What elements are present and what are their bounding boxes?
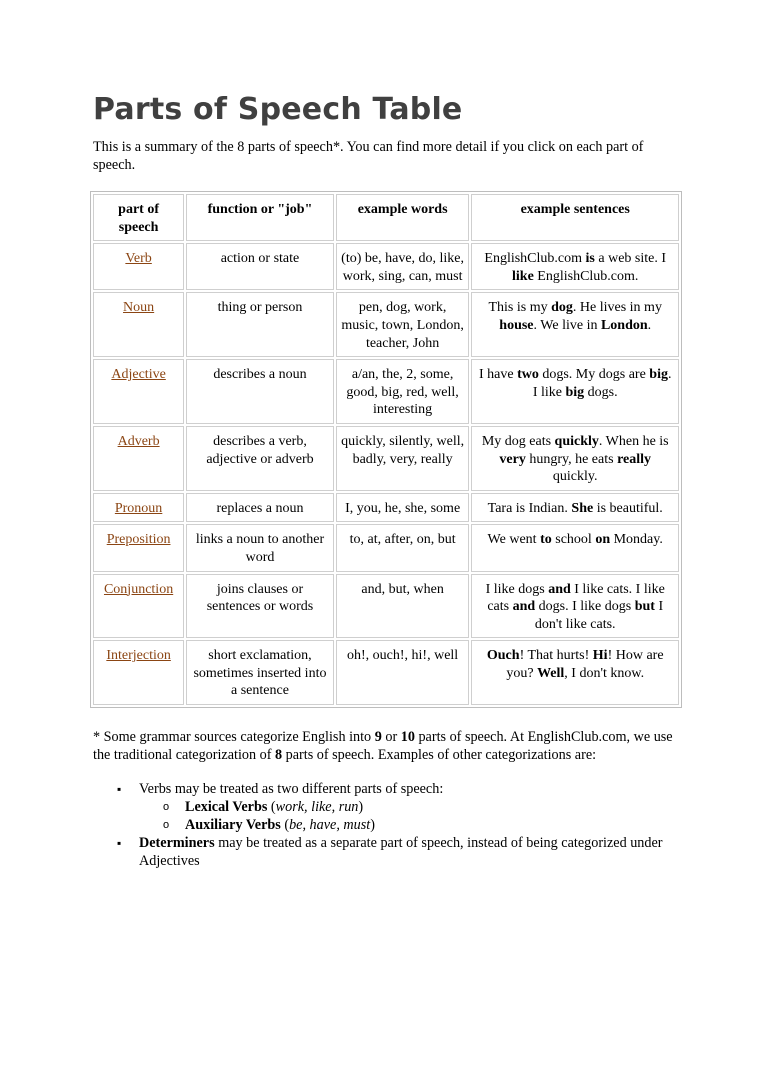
header-function: function or "job" bbox=[186, 194, 334, 241]
footnote-fragment: 9 bbox=[374, 729, 382, 746]
part-cell bbox=[93, 574, 184, 639]
sentence-fragment: a web site. I bbox=[594, 251, 667, 267]
list-item-fragment: may be treated as a separate part of speech, instead of being categorized under Adjectives bbox=[139, 835, 663, 870]
sentence-fragment: dogs. My dogs are bbox=[538, 367, 650, 383]
part-cell bbox=[93, 640, 184, 705]
sentence-fragment: EnglishClub.com bbox=[484, 251, 586, 267]
example-words-cell: quickly, silently, well, badly, very, really bbox=[336, 426, 470, 491]
sentence-fragment: to bbox=[540, 532, 552, 548]
example-sentence-cell bbox=[471, 493, 679, 523]
sentence-fragment: ! How are you? bbox=[506, 648, 664, 681]
sentence-fragment: . bbox=[647, 317, 652, 333]
sub-list-item bbox=[185, 798, 683, 816]
sentence-fragment: London bbox=[600, 317, 648, 333]
footnote-fragment: 10 bbox=[400, 729, 415, 746]
sentence-fragment: is beautiful. bbox=[593, 500, 663, 516]
intro-paragraph: This is a summary of the 8 parts of speech*. You can find more detail if you click on each part of speech. bbox=[93, 139, 644, 173]
sentence-fragment: two bbox=[517, 367, 539, 383]
sentence-fragment: I like dogs bbox=[485, 581, 549, 597]
sub-list-item bbox=[185, 816, 683, 834]
categorization-list bbox=[93, 780, 683, 870]
part-cell bbox=[93, 426, 184, 491]
table-header-row bbox=[93, 194, 679, 241]
part-of-speech-link-noun[interactable]: Noun bbox=[123, 300, 155, 316]
function-cell: joins clauses or sentences or words bbox=[186, 574, 334, 639]
sub-list-fragment: ) bbox=[358, 799, 364, 816]
sentence-fragment: like bbox=[512, 268, 534, 284]
sentence-fragment: I have bbox=[478, 367, 518, 383]
table-row bbox=[93, 524, 679, 571]
example-words-cell: I, you, he, she, some bbox=[336, 493, 470, 523]
sentence-fragment: My dog eats bbox=[481, 433, 555, 449]
sentence-fragment: Well bbox=[537, 665, 565, 681]
table-row bbox=[93, 574, 679, 639]
sub-list-fragment: ( bbox=[267, 799, 276, 816]
part-of-speech-link-pronoun[interactable]: Pronoun bbox=[114, 500, 163, 516]
sentence-fragment: I like cats. I like cats bbox=[487, 581, 665, 615]
example-words-cell: (to) be, have, do, like, work, sing, can, must bbox=[336, 243, 470, 290]
header-example-sentences: example sentences bbox=[471, 194, 679, 241]
sentence-fragment: Ouch bbox=[486, 648, 520, 664]
example-words-cell: and, but, when bbox=[336, 574, 470, 639]
sentence-fragment: dog bbox=[551, 300, 573, 316]
sentence-fragment: She bbox=[571, 500, 594, 516]
header-example-words: example words bbox=[336, 194, 470, 241]
example-sentence-cell bbox=[471, 426, 679, 491]
sentence-fragment: ! That hurts! bbox=[519, 648, 593, 664]
table-row bbox=[93, 292, 679, 357]
part-of-speech-link-preposition[interactable]: Preposition bbox=[106, 532, 171, 548]
sentence-fragment: EnglishClub.com. bbox=[533, 268, 639, 284]
function-cell: describes a noun bbox=[186, 359, 334, 424]
footnote-fragment: parts of speech. At EnglishClub.com, we use the traditional categorization of bbox=[93, 729, 673, 764]
list-item bbox=[139, 834, 683, 870]
part-of-speech-link-adverb[interactable]: Adverb bbox=[117, 433, 160, 449]
part-of-speech-link-adjective[interactable]: Adjective bbox=[111, 367, 166, 383]
sentence-fragment: is bbox=[585, 251, 595, 267]
sentence-fragment: and bbox=[548, 581, 571, 597]
sentence-fragment: I don't like cats. bbox=[534, 599, 664, 632]
list-item-fragment: Determiners bbox=[139, 835, 215, 852]
sentence-fragment: Hi bbox=[592, 648, 608, 664]
table-row bbox=[93, 359, 679, 424]
sentence-fragment: and bbox=[512, 599, 536, 615]
sentence-fragment: quickly. bbox=[552, 469, 598, 485]
sentence-fragment: We went bbox=[487, 532, 541, 548]
list-item bbox=[139, 780, 683, 834]
example-sentence-cell bbox=[471, 359, 679, 424]
table-body bbox=[93, 243, 679, 705]
sentence-fragment: . I like bbox=[532, 367, 672, 400]
sentence-fragment: on bbox=[595, 532, 611, 548]
footnote-fragment: 8 bbox=[275, 747, 283, 764]
example-sentence-cell bbox=[471, 243, 679, 290]
function-cell: describes a verb, adjective or adverb bbox=[186, 426, 334, 491]
sub-list-fragment: be, have, must bbox=[289, 817, 371, 834]
sentence-fragment: house bbox=[499, 317, 534, 333]
sentence-fragment: This is my bbox=[488, 300, 552, 316]
parts-of-speech-table bbox=[90, 191, 682, 708]
sentence-fragment: really bbox=[617, 451, 652, 467]
example-words-cell: pen, dog, work, music, town, London, teacher, John bbox=[336, 292, 470, 357]
page-title: Parts of Speech Table bbox=[93, 92, 463, 127]
footnote-fragment: parts of speech. Examples of other categorizations are: bbox=[282, 747, 597, 764]
part-cell bbox=[93, 243, 184, 290]
example-sentence-cell bbox=[471, 574, 679, 639]
sentence-fragment: Tara is Indian. bbox=[487, 500, 572, 516]
document-page bbox=[93, 90, 683, 870]
sentence-fragment: hungry, he eats bbox=[525, 451, 618, 467]
example-sentence-cell bbox=[471, 292, 679, 357]
part-cell bbox=[93, 524, 184, 571]
table-row bbox=[93, 243, 679, 290]
list-item-fragment: Verbs may be treated as two different parts of speech: bbox=[139, 781, 444, 798]
sentence-fragment: very bbox=[499, 451, 526, 467]
sentence-fragment: Monday. bbox=[610, 532, 663, 548]
sub-list-fragment: work, like, run bbox=[275, 799, 359, 816]
sentence-fragment: . When he is bbox=[598, 433, 669, 449]
sentence-fragment: dogs. bbox=[584, 384, 618, 400]
part-of-speech-link-conjunction[interactable]: Conjunction bbox=[103, 581, 174, 597]
sentence-fragment: but bbox=[634, 599, 655, 615]
example-words-cell: to, at, after, on, but bbox=[336, 524, 470, 571]
sentence-fragment: big bbox=[649, 367, 668, 383]
sub-list-fragment: Lexical Verbs bbox=[185, 799, 268, 816]
function-cell: short exclamation, sometimes inserted into a sentence bbox=[186, 640, 334, 705]
table-row bbox=[93, 426, 679, 491]
footnote-fragment: or bbox=[381, 729, 401, 746]
example-words-cell: a/an, the, 2, some, good, big, red, well, interesting bbox=[336, 359, 470, 424]
part-cell bbox=[93, 292, 184, 357]
sub-list-fragment: ( bbox=[280, 817, 290, 834]
sentence-fragment: dogs. I like dogs bbox=[535, 599, 635, 615]
sentence-fragment: quickly bbox=[554, 433, 599, 449]
example-sentence-cell bbox=[471, 524, 679, 571]
function-cell: replaces a noun bbox=[186, 493, 334, 523]
example-words-cell: oh!, ouch!, hi!, well bbox=[336, 640, 470, 705]
table-row bbox=[93, 493, 679, 523]
sub-list-fragment: Auxiliary Verbs bbox=[185, 817, 281, 834]
sentence-fragment: . We live in bbox=[533, 317, 601, 333]
part-of-speech-link-interjection[interactable]: Interjection bbox=[106, 648, 171, 664]
function-cell: links a noun to another word bbox=[186, 524, 334, 571]
footnote-fragment: * Some grammar sources categorize English into bbox=[93, 729, 375, 746]
sentence-fragment: school bbox=[551, 532, 596, 548]
function-cell: action or state bbox=[186, 243, 334, 290]
part-of-speech-link-verb[interactable]: Verb bbox=[125, 251, 152, 267]
example-sentence-cell bbox=[471, 640, 679, 705]
sentence-fragment: big bbox=[565, 384, 585, 400]
sentence-fragment: , I don't know. bbox=[564, 665, 645, 681]
function-cell: thing or person bbox=[186, 292, 334, 357]
part-cell bbox=[93, 359, 184, 424]
footnote-paragraph bbox=[93, 728, 683, 764]
part-cell bbox=[93, 493, 184, 523]
header-part-of-speech: part of speech bbox=[93, 194, 184, 241]
sub-list-fragment: ) bbox=[370, 817, 375, 834]
sub-list bbox=[139, 798, 683, 834]
table-row bbox=[93, 640, 679, 705]
sentence-fragment: . He lives in my bbox=[572, 300, 662, 316]
